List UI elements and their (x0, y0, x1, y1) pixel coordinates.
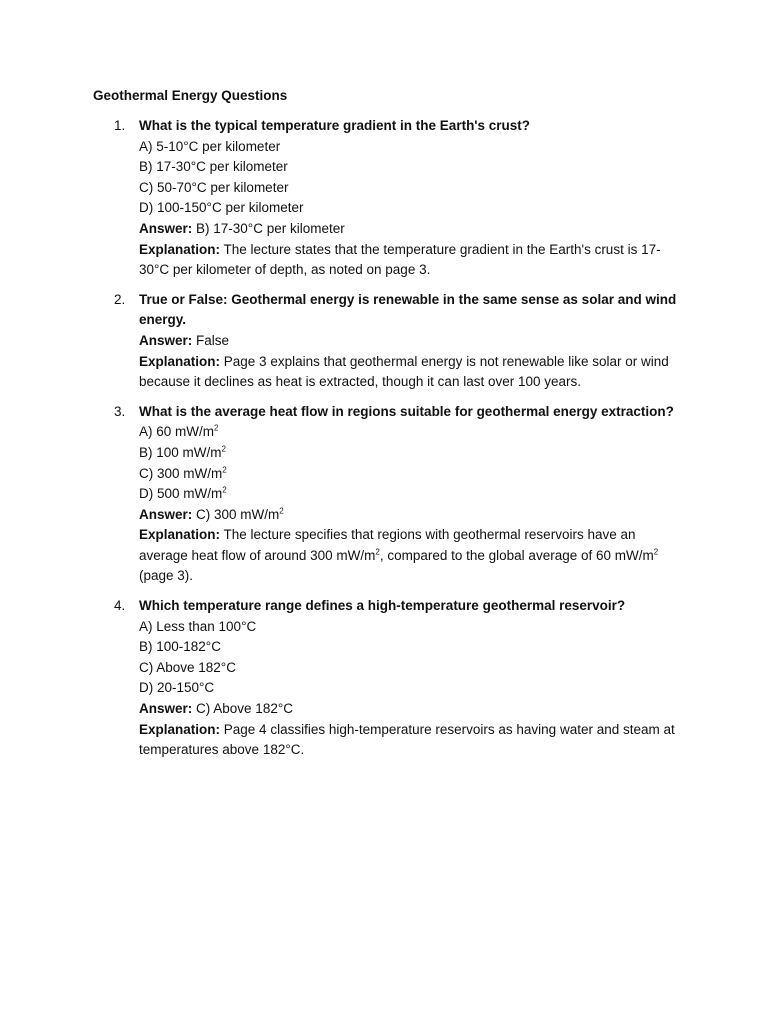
explanation-line (139, 352, 684, 393)
explanation-text: Page 3 explains that geothermal energy is not renewable like solar or wind because it declines as heat is extracted, though it can last over 100 years. (139, 353, 669, 390)
option-text: D) 500 mW/m (139, 486, 223, 502)
superscript: 2 (222, 465, 227, 474)
answer-option (139, 464, 684, 485)
explanation-text: , compared to the global average of 60 mW/m (379, 547, 654, 563)
superscript: 2 (279, 506, 284, 516)
answer-label: Answer: (139, 506, 193, 522)
question-text: What is the average heat flow in regions suitable for geothermal energy extraction? (139, 403, 674, 419)
answer-line (139, 505, 684, 526)
superscript: 2 (214, 423, 219, 433)
answer-option (139, 443, 684, 464)
explanation-text: The lecture specifies that regions with geothermal reservoirs have an average heat flow of around 300 mW/m (139, 527, 636, 563)
answer-option: D) 20-150°C (139, 680, 215, 696)
answer-option: C) 50-70°C per kilometer (139, 179, 289, 195)
option-text: B) 100 mW/m (139, 444, 222, 460)
question-number: 2. (114, 291, 126, 307)
question-list (114, 116, 684, 770)
question-number: 4. (114, 598, 126, 614)
question-3 (114, 402, 684, 587)
question-text: True or False: Geothermal energy is renewable in the same sense as solar and wind energy. (139, 291, 677, 328)
explanation-text: Page 4 classifies high-temperature reservoirs as having water and steam at temperatures above 182°C. (139, 721, 675, 758)
answer-label: Answer: (139, 701, 193, 717)
answer-option (139, 422, 684, 443)
question-text: Which temperature range defines a high-temperature geothermal reservoir? (139, 598, 626, 614)
question-1 (114, 116, 684, 281)
answer-option: C) Above 182°C (139, 659, 236, 675)
answer-label: Answer: (139, 332, 193, 348)
question-text: What is the typical temperature gradient in the Earth's crust? (139, 118, 531, 133)
answer-option: A) Less than 100°C (139, 618, 257, 634)
question-number: 1. (114, 118, 126, 133)
answer-option (139, 484, 684, 505)
answer-value: B) 17-30°C per kilometer (196, 220, 345, 236)
explanation-line (139, 720, 684, 761)
answer-line (139, 699, 684, 720)
question-number: 3. (114, 403, 126, 419)
explanation-text: The lecture states that the temperature gradient in the Earth's crust is 17-30°C per kilometer of depth, as noted on page 3. (139, 241, 661, 278)
answer-value: C) 300 mW/m (196, 506, 280, 522)
explanation-label: Explanation: (139, 721, 221, 737)
superscript: 2 (375, 547, 380, 557)
explanation-label: Explanation: (139, 353, 221, 369)
answer-line (139, 219, 684, 240)
explanation-text: (page 3). (139, 568, 194, 584)
superscript: 2 (221, 444, 226, 454)
answer-value: False (196, 332, 230, 348)
answer-line (139, 331, 684, 352)
explanation-line (139, 240, 684, 281)
explanation-label: Explanation: (139, 241, 221, 257)
page-title: Geothermal Energy Questions (93, 88, 288, 103)
explanation-label: Explanation: (139, 527, 221, 543)
option-text: C) 300 mW/m (139, 465, 223, 481)
answer-option: D) 100-150°C per kilometer (139, 200, 304, 216)
answer-option: B) 100-182°C (139, 639, 221, 655)
superscript: 2 (653, 547, 659, 557)
question-4 (114, 596, 684, 761)
answer-value: C) Above 182°C (196, 701, 293, 717)
superscript: 2 (222, 485, 227, 495)
answer-option: A) 5-10°C per kilometer (139, 138, 281, 154)
explanation-line (139, 525, 684, 587)
option-text: A) 60 mW/m (139, 424, 215, 440)
answer-label: Answer: (139, 220, 193, 236)
answer-option: B) 17-30°C per kilometer (139, 159, 288, 175)
question-2 (114, 290, 684, 393)
